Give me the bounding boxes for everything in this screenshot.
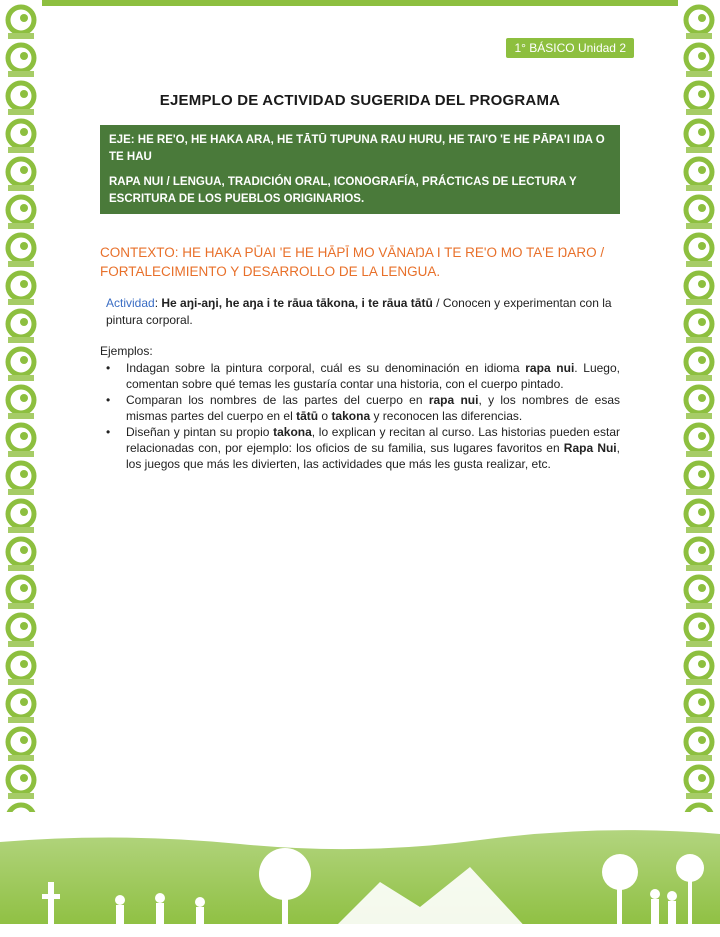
actividad-description: Conocen y experimentan con la pintura corporal. xyxy=(106,296,612,327)
eje-box xyxy=(100,125,620,214)
actividad-separator: / xyxy=(432,296,443,310)
list-text: y reconocen las diferencias. xyxy=(370,409,523,423)
list-text: Diseñan y pintan su propio xyxy=(126,425,274,439)
grade-unit-badge: 1° BÁSICO Unidad 2 xyxy=(506,38,634,58)
top-accent-bar xyxy=(42,0,678,6)
actividad-rapa-title: He aŋi-aŋi, he aŋa i te rāua tākona, i te rāua tātū xyxy=(161,296,433,310)
koru-border-ornament-icon xyxy=(0,0,42,860)
list-bold: takona xyxy=(273,425,312,439)
bullet-icon: • xyxy=(106,361,111,375)
koru-border-ornament-icon xyxy=(678,0,720,860)
list-bold: takona xyxy=(331,409,371,423)
bullet-icon: • xyxy=(106,393,111,407)
actividad-colon: : xyxy=(154,296,162,310)
list-item xyxy=(100,360,620,392)
right-koru-border xyxy=(678,0,720,860)
landscape-silhouette-icon xyxy=(0,812,720,932)
list-text: , los juegos que más les divierten, las actividades que más les gusta realizar, etc. xyxy=(126,441,620,471)
list-bold: rapa nui xyxy=(525,361,575,375)
list-text: , y los nombres de esas mismas partes del cuerpo en el xyxy=(126,393,620,423)
list-bold: rapa nui xyxy=(428,393,479,407)
list-bold: Rapa Nui xyxy=(563,441,617,455)
actividad-paragraph xyxy=(106,295,618,329)
left-koru-border xyxy=(0,0,42,860)
contexto-heading: CONTEXTO: HE HAKA PŪAI 'E HE HĀPĪ MO VĀNAŊA I TE RE'O MO TA'E ŊARO / FORTALECIMIENTO Y DESARROLLO DE LA LENGUA. xyxy=(100,245,605,279)
list-text: o xyxy=(318,409,332,423)
list-text: Comparan los nombres de las partes del cuerpo en xyxy=(126,393,429,407)
ejemplos-title: Ejemplos: xyxy=(100,344,153,358)
eje-line: EJE: HE RE'O, HE HAKA ARA, HE TĀTŪ TUPUNA RAU HURU, HE TAI'O 'E HE PĀPA'I IŊA O TE HAU xyxy=(109,134,605,163)
subject-line: RAPA NUI / LENGUA, TRADICIÓN ORAL, ICONOGRAFÍA, PRÁCTICAS DE LECTURA Y ESCRITURA DE LOS PUEBLOS ORIGINARIOS. xyxy=(109,176,577,205)
ejemplos-list xyxy=(100,360,620,472)
list-item xyxy=(100,424,620,472)
footer-landscape xyxy=(0,812,720,932)
list-bold: tātū xyxy=(296,409,319,423)
list-text: Indagan sobre la pintura corporal, cuál es su denominación en idioma xyxy=(126,361,526,375)
list-item xyxy=(100,392,620,424)
list-text: . Luego, comentan sobre qué temas les gustaría contar una historia, con el cuerpo pintado. xyxy=(126,361,620,391)
page-title: EJEMPLO DE ACTIVIDAD SUGERIDA DEL PROGRAMA xyxy=(159,92,561,109)
actividad-label: Actividad xyxy=(106,296,155,310)
list-text: , lo explican y recitan al curso. Las historias pueden estar relacionadas con, por ejemplo: los oficios de su familia, sus lugares favoritos en xyxy=(126,425,620,455)
bullet-icon: • xyxy=(106,425,111,439)
